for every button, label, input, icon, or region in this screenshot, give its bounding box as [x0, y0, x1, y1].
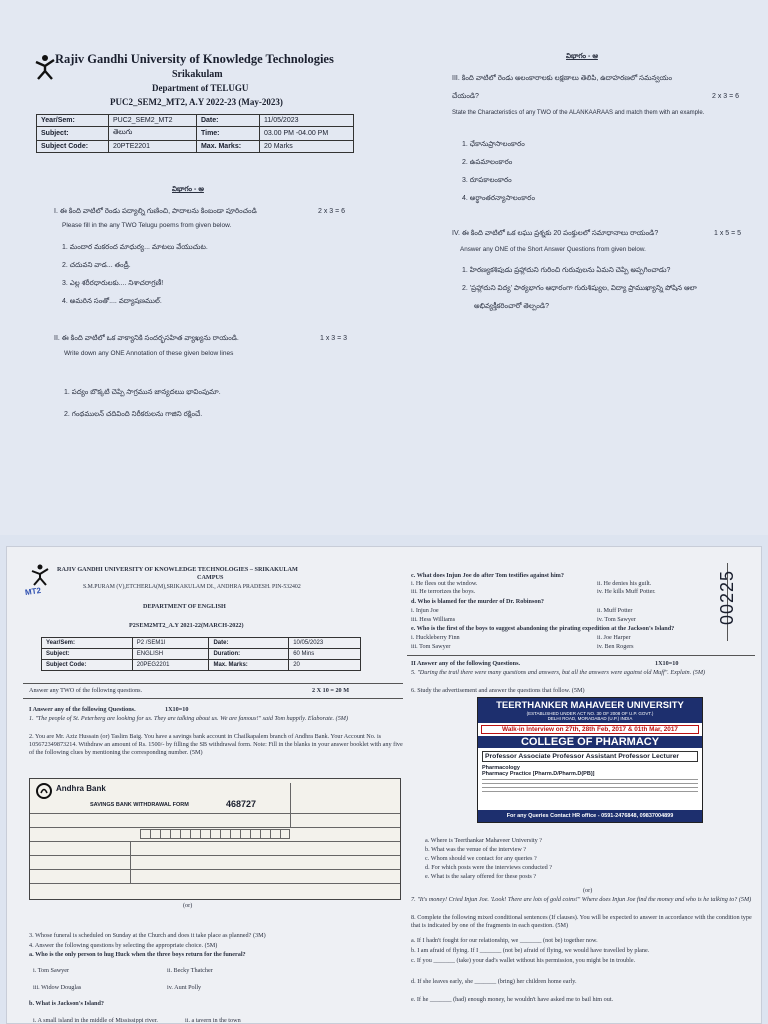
q1-telugu: I. ఈ కింది వాటిలో రెండు పద్యాల్ని గుణించి, పాదాలను కింబండా పూరించండి — [54, 208, 257, 215]
q3-item: 4. అర్థాంతరన్యాసాలంకారం — [462, 195, 535, 202]
q1-item: 1. మందార మకరంద మాధుర్య... మాటలు వేయుచుట. — [62, 244, 208, 251]
q2-item: 2. గంథములన్ చదివింది నిరీకరులను గాజిని రక్షించే. — [64, 411, 203, 418]
q4-item: 2. 'ప్రహ్లాదుని విద్య' పాఠ్యభాగం ఆధారంగా గురుశిష్యుల, విద్యా ప్రాముఖ్యాన్ని పోషిన ఆలా — [462, 285, 697, 292]
q4-marks: 1 x 5 = 5 — [714, 230, 742, 237]
option: ii. Joe Harper — [597, 634, 631, 641]
answer-two-instruction: Answer any TWO of the following questions. — [29, 687, 143, 694]
university-logo-icon — [34, 54, 56, 80]
q4b-text: b. What is Jackson's Island? — [29, 1000, 105, 1007]
option: ii. Becky Thatcher — [167, 967, 213, 974]
option: i. Huckleberry Finn — [411, 634, 460, 641]
q1-marks: 2 x 3 = 6 — [318, 208, 346, 215]
bank-form-number: 468727 — [226, 799, 257, 809]
ad-posts: Professor Associate Professor Assistant Professor Lecturer — [482, 751, 698, 762]
q4-item-cont: అభివ్యక్తీకరించారో తెల్పండి? — [474, 303, 549, 310]
q2-telugu: II. ఈ కింది వాటిలో ఒక వాక్యానికి సందర్భసహిత వ్యాఖ్యను రాయండి. — [54, 335, 239, 342]
bank-withdrawal-form — [29, 778, 401, 900]
english-exam-page — [6, 546, 762, 1024]
q1-item: 3. ఎల్ల శరీరధారులకు.... నిశాచరాగ్రణీ! — [62, 280, 164, 287]
q4-text: 4. Answer the following questions by selecting the appropriate choice. (5M) — [29, 942, 218, 949]
department-name: DEPARTMENT OF ENGLISH — [143, 603, 226, 610]
q2-item: 1. పద్యం బొక్కటి చెప్పి సాగ్రమున జాన్యదలుు భావింపుమా. — [64, 389, 221, 396]
q1-item: 4. అమరిన సంతో.... వద్యాషణముల్. — [62, 298, 162, 305]
department-name: Department of TELUGU — [152, 83, 249, 93]
q6-item: e. What is the salary offered for these posts ? — [425, 873, 537, 880]
q2-marks: 1 x 3 = 3 — [320, 335, 348, 342]
university-address: S.M.PURAM (V),ETCHERLA(M),SRIKAKULAM DI., ANDHRA PRADESH. PIN-532402 — [83, 584, 301, 590]
ad-contact: For any Queries Contact HR office - 0591-2476848, 09837004899 — [478, 810, 702, 822]
q8-item: e. If he _______ (had) enough money, he wouldn't have asked me to bail him out. — [411, 996, 614, 1003]
option: iii. Hess Williams — [411, 616, 456, 623]
q3-english: State the Characteristics of any TWO of the ALANKAARAAS and match them with an example. — [452, 110, 705, 116]
bank-form-title: SAVINGS BANK WITHDRAWAL FORM — [90, 802, 189, 808]
q8-item: b. I am afraid of flying. If I _______ (not be) afraid of flying, we would have travelled by plane. — [411, 947, 650, 954]
q1-text: 1. "The people of St. Peterberg are looking for us. They are talking about us. We are famous!" said Tom happily. Elaborate. (5M) — [29, 715, 349, 722]
q2-text: 2. You are Mr. Aziz Hussain (or) Taslim Baig. You have a savings bank account in Chailkapalem branch of Andhra Bank. Your Account No. is 105672349873214. Withdraw an amount of Rs. 1500/- by filling the SB withdrawal form. Note: Fill in the blanks in your answer booklet with any five of the following clues by mentioning the corresponding number. (5M) — [29, 733, 403, 757]
handwritten-mt2-stamp: MT2 — [24, 585, 42, 598]
option: iv. Aunt Polly — [167, 984, 202, 991]
q6-item: b. What was the venue of the interview ? — [425, 846, 527, 853]
option: iv. Ben Rogers — [597, 643, 634, 650]
q3-telugu-2: చేయండి? — [452, 93, 479, 100]
q4-telugu: IV. ఈ కింది వాటిలో ఒక లఘు ప్రశ్నకు 20 పంక్తులలో సమాధానాలు రాయండి? — [452, 230, 659, 237]
q1-item: 2. చదువని వాడ... తండ్రీ. — [62, 262, 131, 269]
section-b-heading: విభాగం - ఆ — [566, 53, 598, 60]
q6-item: d. For which posts were the interviews conducted ? — [425, 864, 552, 871]
q4c-text: c. What does Injun Joe do after Tom testifies against him? — [411, 572, 564, 579]
option: ii. Muff Potter — [597, 607, 633, 614]
andhra-bank-logo-icon — [36, 783, 52, 799]
university-logo-icon — [31, 564, 49, 586]
section-2-heading: II Answer any of the following Questions. — [411, 660, 521, 667]
option: iii. Widow Douglas — [33, 984, 82, 991]
option: ii. a tavern in the town — [185, 1017, 241, 1024]
option: iv. He kills Muff Potter. — [597, 588, 656, 595]
option: i. He flees out the window. — [411, 580, 478, 587]
section-1-heading: I Answer any of the following Questions. — [29, 706, 136, 713]
ad-college: COLLEGE OF PHARMACY — [478, 736, 702, 748]
q7-text: 7. "It's money! Cried Injun Joe. 'Look! There are lots of gold coins!" Where does Injun Joe find the money and who is he talking to? (5M) — [411, 896, 752, 903]
option: iv. Tom Sawyer — [597, 616, 636, 623]
ad-walk-in: Walk-in Interview on 27th, 28th Feb, 2017 & 01th Mar, 2017 — [481, 725, 699, 734]
q8-item: d. If she leaves early, she _______ (bring) her children home early. — [411, 978, 577, 985]
q4-item: 1. హిరణ్యకశిపుడు ప్రహ్లాదుని గురించి గురువులను ఏమని చెప్పి అప్పగించాడు? — [462, 267, 671, 274]
or-separator: (or) — [183, 902, 193, 909]
serial-strip — [717, 563, 751, 641]
section-a-heading: విభాగం - అ — [172, 186, 204, 193]
q4d-text: d. Who is blamed for the murder of Dr. Robinson? — [411, 598, 544, 605]
option: i. Tom Sawyer — [33, 967, 70, 974]
option: iii. He terrorizes the boys. — [411, 588, 476, 595]
q2-english: Write down any ONE Annotation of these given below lines — [64, 350, 234, 357]
university-name: Rajiv Gandhi University of Knowledge Technologies — [55, 52, 334, 66]
ad-pharmacology: Pharmacology — [482, 765, 520, 771]
university-advertisement — [477, 697, 703, 823]
divider — [407, 655, 755, 656]
section-1-marks: 1X10=10 — [165, 706, 189, 713]
q6-text: 6. Study the advertisement and answer the questions that follow. (5M) — [411, 687, 585, 694]
option: ii. He denies his guilt. — [597, 580, 652, 587]
option: i. Injun Joe — [411, 607, 439, 614]
exam-title: P2SEM2MT2_A.Y 2021-22(MARCH-2022) — [129, 622, 244, 629]
q4a-text: a. Who is the only person to hug Huck when the three boys return for the funeral? — [29, 951, 246, 958]
ad-established: (ESTABLISHED UNDER ACT NO. 30 OF 2008 OF U.P. GOVT.) — [526, 711, 654, 716]
exam-info-table: Year/Sem: PUC2_SEM2_MT2 Date: 11/05/2023 Subject: తెలుగు Time: 03.00 PM -04.00 PM Subject Code: 20PTE2201 Max. Marks: 20 Marks — [36, 114, 354, 153]
q6-item: c. Whom should we contact for any queries ? — [425, 855, 537, 862]
q6-item: a. Where is Teerthankar Mahaveer University ? — [425, 837, 543, 844]
q4e-text: e. Who is the first of the boys to suggest abandoning the pirating expedition at the Jackson's Island? — [411, 625, 675, 632]
ad-fine-print — [482, 779, 698, 793]
campus-name: Srikakulam — [172, 69, 223, 80]
university-name: RAJIV GANDHI UNIVERSITY OF KNOWLEDGE TECHNOLOGIES – SRIKAKULAM — [57, 566, 298, 573]
q3-item: 1. ఛేకానుప్రాసాలంకారం — [462, 141, 525, 148]
q1-english: Please fill in the any TWO Telugu poems from given below. — [62, 222, 232, 229]
q3-marks: 2 x 3 = 6 — [712, 93, 740, 100]
divider — [23, 698, 403, 699]
q8-item: c. If you _______ (take) your dad's wallet without his permission, you might be in trouble. — [411, 957, 636, 964]
section-2-marks: 1X10=10 — [655, 660, 679, 667]
option: iii. Tom Sawyer — [411, 643, 451, 650]
campus-label: CAMPUS — [197, 574, 224, 581]
q8-item: a. If I hadn't fought for our relationship, we _______ (not be) together now. — [411, 937, 598, 944]
option: i. A small island in the middle of Mississippi river. — [33, 1017, 158, 1024]
q3-item: 3. రూపకాలంకారం — [462, 177, 512, 184]
ad-pharmacy-practice: Pharmacy Practice [Pharm.D/Pharm.D(PB)] — [482, 771, 595, 777]
ad-university-name: TEERTHANKER MAHAVEER UNIVERSITY — [496, 700, 684, 711]
account-number-boxes — [140, 829, 290, 839]
divider — [23, 683, 403, 684]
answer-two-marks: 2 X 10 = 20 M — [312, 687, 350, 694]
q3-telugu-1: III. కింది వాటిలో రెండు అలంకారాలకు లక్షణాలు తెలిపి, ఉదాహరణలో సమన్వయం — [452, 75, 673, 82]
exam-info-table: Year/Sem: P2 /SEM1I Date: 10/05/2023 Subject: ENGLISH Duration: 60 Mins Subject Code: 20PEG2201 Max. Marks: 20 — [41, 637, 361, 671]
q3-item: 2. ఉపమాలంకారం — [462, 159, 513, 166]
q5-text: 5. "During the trail there were many questions and answers, but all the answers were against old Muff". Explain. (5M) — [411, 669, 706, 676]
q4-english: Answer any ONE of the Short Answer Questions from given below. — [460, 246, 646, 253]
q3-text: 3. Whose funeral is scheduled on Sunday at the Church and does it take place as planned? (3M) — [29, 932, 266, 939]
exam-title: PUC2_SEM2_MT2, A.Y 2022-23 (May-2023) — [110, 97, 283, 107]
ad-address: DELHI ROAD, MORADABAD (U.P.) INDIA — [547, 716, 633, 721]
bank-name: Andhra Bank — [56, 784, 106, 793]
q8-text: 8. Complete the following mixed conditional sentences (If clauses). You will be expected to answer in accordance with the condition type that is indicated by one of the fragments in each question. (5M) — [411, 914, 752, 930]
or-separator: (or) — [583, 887, 593, 894]
serial-number: 00225 — [717, 569, 738, 626]
